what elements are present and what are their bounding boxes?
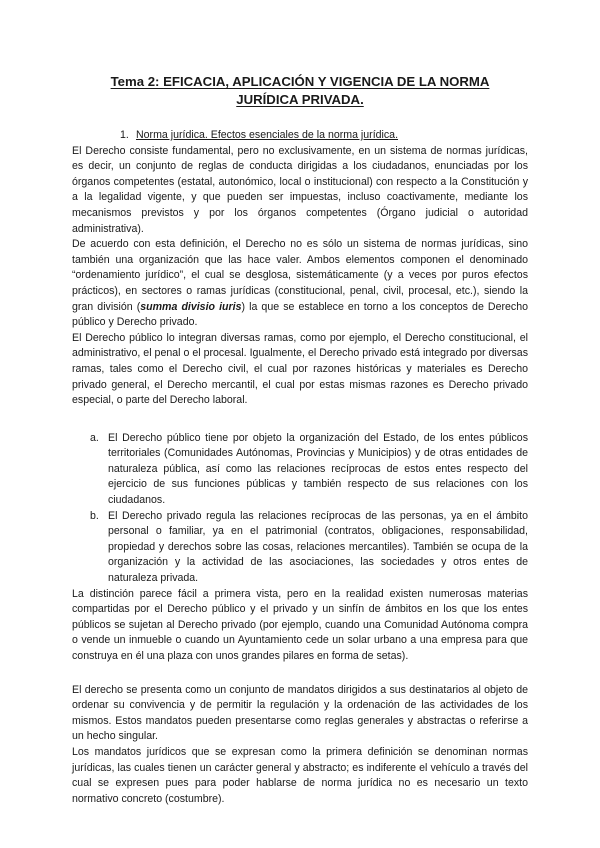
section-number: 1.	[120, 129, 129, 141]
list-item	[72, 509, 528, 587]
list-item-text: El Derecho público tiene por objeto la organización del Estado, de los entes públicos territoriales (Comunidades Autónomas, Provincias y Municipios) y de otras entidades de naturaleza pública, así como las relaciones recíprocas de estos entes respecto del ejercicio de sus funciones públicas y también respecto de sus relaciones con los ciudadanos.	[108, 431, 528, 507]
paragraph-3: El Derecho público lo integran diversas ramas, como por ejemplo, el Derecho constitucional, el administrativo, el penal o el procesal. Igualmente, el Derecho privado está integrado por diversas ramas, tales como el Derecho civil, el cual por razones históricas y materiales es Derecho privado general, el Derecho mercantil, el cual por estas mismas razones es Derecho privado especial, o parte del Derecho laboral.	[72, 331, 528, 407]
document-title	[60, 73, 540, 109]
title-line-1: Tema 2: EFICACIA, APLICACIÓN Y VIGENCIA DE LA NORMA	[110, 74, 490, 89]
paragraph-1: El Derecho consiste fundamental, pero no exclusivamente, en un sistema de normas jurídicas, es decir, un conjunto de reglas de conducta dirigidas a los ciudadanos, enunciadas por los órganos competentes (estatal, autonómico, local o institucional) con respecto a la Constitución y a la legalidad vigente, y que pueden ser impuestas, incluso coactivamente, mediante los mecanismos previstos y por los órganos competentes (Órgano judicial o autoridad administrativa).	[72, 144, 528, 235]
list-marker: a.	[90, 431, 99, 444]
section-heading	[120, 128, 528, 144]
spacer	[72, 665, 528, 683]
paragraph-6: Los mandatos jurídicos que se expresan como la primera definición se denominan normas jurídicas, las cuales tienen un carácter general y abstracto; es indiferente el vehículo a través del cual se expresen pues para poder hablarse de norma jurídica no es necesario un texto normativo concreto (costumbre).	[72, 745, 528, 805]
paragraph-2-part-1: De acuerdo con esta definición, el Derecho no es sólo un sistema de normas jurídicas, sino también una organización que las hace valer. Ambos elementos componen el denominado “ordenamiento jurídico”, el cual se desglosa, sistemáticamente (y a veces por puros efectos prácticos), en sectores o ramas jurídicas (constitucional, penal, civil, procesal, etc.), siendo la gran división (	[72, 238, 528, 313]
paragraph-2	[72, 237, 528, 331]
paragraph-2-part-2: ) la que se establece en torno a los conceptos de Derecho público y Derecho privado.	[72, 300, 528, 329]
title-line-2: JURÍDICA PRIVADA.	[236, 92, 364, 107]
section-title: Norma jurídica. Efectos esenciales de la norma jurídica.	[136, 129, 399, 141]
list-item-text: El Derecho privado regula las relaciones recíprocas de las personas, ya en el ámbito personal o familiar, ya en el patrimonial (contratos, obligaciones, responsabilidad, propiedad y derechos sobre las cosas, relaciones mercantiles). También se ocupa de la organización y la actividad de las asociaciones, las sociedades y otros entes de naturaleza privada.	[108, 509, 528, 585]
paragraph-4: La distinción parece fácil a primera vista, pero en la realidad existen numerosas materias compartidas por el Derecho público y el privado y un sinfín de ámbitos en los que los entes públicos se sujetan al Derecho privado (por ejemplo, cuando una Comunidad Autónoma compra o vende un inmueble o cuando un Ayuntamiento cede un solar urbano a una empresa para que construya en él una plaza con unos grandes pilares en forma de setas).	[72, 587, 528, 662]
document-body	[72, 128, 528, 807]
lettered-list	[72, 431, 528, 587]
paragraph-2-latin-term: summa divisio iuris	[140, 300, 242, 313]
list-item	[72, 431, 528, 509]
spacer	[72, 409, 528, 431]
paragraph-5: El derecho se presenta como un conjunto de mandatos dirigidos a sus destinatarios al objeto de ordenar su convivencia y de permitir la regulación y la ordenación de las actividades de los mismos. Estos mandatos pueden presentarse como reglas generales y abstractas o referirse a un hecho singular.	[72, 683, 528, 743]
list-marker: b.	[90, 509, 99, 522]
